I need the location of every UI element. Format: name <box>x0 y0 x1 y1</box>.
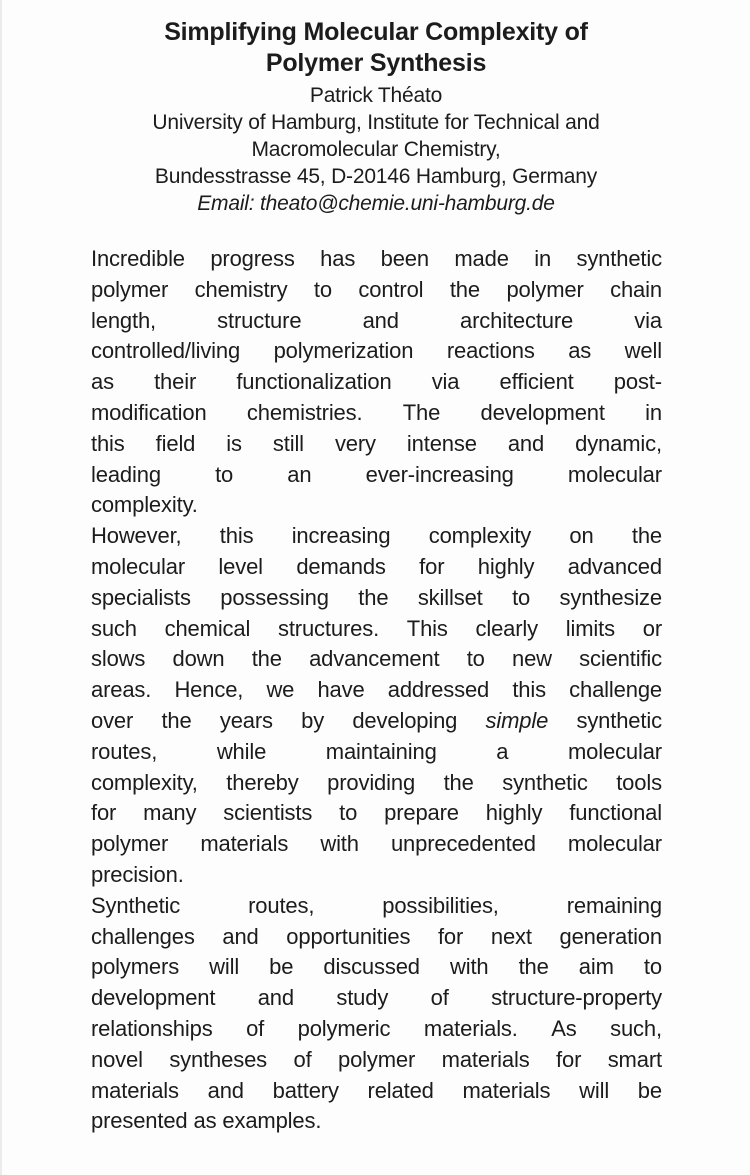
word: an <box>287 461 312 487</box>
word: for <box>556 1046 582 1072</box>
text-line <box>91 460 662 491</box>
word: the <box>449 276 480 302</box>
text-line <box>91 798 662 829</box>
word: as <box>193 1108 217 1134</box>
document-header <box>2 0 750 217</box>
word: reactions <box>446 338 535 364</box>
text-line <box>91 706 662 737</box>
word: synthetic <box>576 246 662 271</box>
word: molecular <box>567 738 662 764</box>
word: still <box>272 430 304 456</box>
text-line <box>91 829 662 860</box>
word: and <box>257 985 294 1011</box>
word: unprecedented <box>390 831 536 857</box>
text-line <box>91 891 662 922</box>
word: remaining <box>566 892 662 918</box>
text-line <box>91 275 662 306</box>
word: addressed <box>387 677 490 703</box>
text-line <box>91 336 662 367</box>
word: architecture <box>459 307 574 333</box>
word: aim <box>578 954 614 980</box>
word: structure-property <box>491 985 662 1011</box>
text-line <box>91 675 662 706</box>
word: been <box>380 246 429 271</box>
author-name: Patrick Théato <box>309 84 443 107</box>
word: of <box>293 1046 312 1072</box>
word: relationships <box>91 1015 213 1041</box>
word: polymers <box>91 954 180 980</box>
text-line <box>91 583 662 614</box>
word: by <box>301 707 325 733</box>
word: related <box>367 1077 434 1103</box>
abstract-paragraph-1 <box>91 244 662 521</box>
word: this <box>91 430 125 456</box>
word: complexity, <box>91 769 198 795</box>
word: controlled/living <box>91 338 241 364</box>
word: very <box>334 430 376 456</box>
word: as <box>91 369 114 395</box>
word: scientific <box>579 646 662 672</box>
word: polymerization <box>273 338 414 364</box>
word: chemistries. <box>246 399 363 425</box>
word: control <box>358 276 424 302</box>
text-line <box>91 644 662 675</box>
word: routes, <box>91 738 158 764</box>
word: field <box>155 430 196 456</box>
word: and <box>207 1077 244 1103</box>
word: down <box>172 646 225 672</box>
word: synthetic <box>502 769 588 795</box>
word: and <box>507 430 545 456</box>
word: polymer <box>91 831 169 857</box>
word: in <box>534 246 552 271</box>
word: this <box>219 523 254 549</box>
word: over <box>91 707 134 733</box>
word: leading <box>91 461 161 487</box>
abstract-body <box>2 244 750 1137</box>
word: smart <box>607 1046 662 1072</box>
word: advanced <box>567 553 662 579</box>
word: efficient <box>499 369 574 395</box>
word: have <box>317 677 365 703</box>
text-line <box>91 521 662 552</box>
word: prepare <box>384 800 459 826</box>
word: structures. <box>277 615 380 641</box>
word: This <box>406 615 448 641</box>
word: or <box>642 615 662 641</box>
word: materials <box>441 1046 530 1072</box>
word: polymeric <box>297 1015 391 1041</box>
word: simple <box>485 707 549 733</box>
word: be <box>637 1077 662 1103</box>
word: years <box>219 707 273 733</box>
text-line <box>91 952 662 983</box>
word: tools <box>616 769 662 795</box>
word: chemical <box>164 615 251 641</box>
word: next <box>490 923 532 949</box>
title-line-1: Simplifying Molecular Complexity of <box>164 18 588 46</box>
word: increasing <box>291 523 391 549</box>
word: as <box>568 338 592 364</box>
word: via <box>634 307 662 333</box>
word: chemistry <box>194 276 288 302</box>
text-line <box>91 429 662 460</box>
word: chain <box>610 276 662 302</box>
abstract-paragraph-2 <box>91 521 662 891</box>
word: many <box>143 800 197 826</box>
word: a <box>496 738 509 764</box>
word: molecular <box>567 831 662 857</box>
word: maintaining <box>325 738 437 764</box>
word: length, <box>91 307 157 333</box>
word: skillset <box>417 584 483 610</box>
word: functionalization <box>236 369 392 395</box>
word: the <box>358 584 389 610</box>
word: advancement <box>309 646 440 672</box>
word: while <box>216 738 267 764</box>
word: the <box>161 707 192 733</box>
word: syntheses <box>169 1046 268 1072</box>
affiliation-line-1: University of Hamburg, Institute for Technical and <box>152 111 600 134</box>
word: The <box>402 399 441 425</box>
word: slows <box>91 646 146 672</box>
page-title <box>2 17 750 79</box>
word: complexity <box>428 523 532 549</box>
word: well <box>624 338 662 364</box>
word: the <box>631 523 662 549</box>
word: to <box>313 276 332 302</box>
word: specialists <box>91 584 191 610</box>
word: highly <box>477 553 535 579</box>
text-line <box>91 768 662 799</box>
word: new <box>512 646 552 672</box>
word: examples. <box>222 1108 322 1134</box>
text-line <box>91 552 662 583</box>
word: is <box>226 430 242 456</box>
word: made <box>454 246 509 271</box>
title-line-2: Polymer Synthesis <box>265 49 487 77</box>
word: level <box>218 553 263 579</box>
word: has <box>320 246 356 271</box>
word: intense <box>406 430 477 456</box>
word: areas. <box>91 677 152 703</box>
word: As <box>551 1015 577 1041</box>
word: possessing <box>220 584 329 610</box>
word: to <box>512 584 531 610</box>
word: with <box>449 954 489 980</box>
word: such, <box>610 1015 662 1041</box>
word: study <box>336 985 389 1011</box>
word: polymer <box>506 276 584 302</box>
word: Synthetic <box>91 892 181 918</box>
word: opportunities <box>286 923 411 949</box>
word: development <box>480 399 605 425</box>
word: limits <box>565 615 615 641</box>
word: this <box>512 677 546 703</box>
text-line <box>91 398 662 429</box>
word: their <box>154 369 197 395</box>
word: post- <box>613 369 662 395</box>
word: the <box>251 646 282 672</box>
word: molecular <box>91 553 186 579</box>
word: materials. <box>423 1015 518 1041</box>
word: materials <box>200 831 289 857</box>
word: synthesize <box>559 584 662 610</box>
text-line <box>91 737 662 768</box>
word: challenge <box>569 677 662 703</box>
word: on <box>569 523 594 549</box>
word: polymer <box>91 276 169 302</box>
word: via <box>431 369 460 395</box>
affiliation-line-2: Macromolecular Chemistry, <box>251 138 501 161</box>
text-line <box>91 983 662 1014</box>
word: functional <box>569 800 662 826</box>
word: routes, <box>248 892 315 918</box>
text-line <box>91 1014 662 1045</box>
word: highly <box>485 800 543 826</box>
word: such <box>91 615 137 641</box>
word: materials <box>462 1077 551 1103</box>
word: will <box>209 954 240 980</box>
word: progress <box>210 246 295 271</box>
word: generation <box>559 923 662 949</box>
word: the <box>518 954 549 980</box>
word: thereby <box>226 769 299 795</box>
word: in <box>645 399 662 425</box>
word: synthetic <box>576 707 662 733</box>
word: discussed <box>323 954 420 980</box>
text-line <box>91 490 662 521</box>
text-line <box>91 367 662 398</box>
word: structure <box>217 307 302 333</box>
abstract-paragraph-3 <box>91 891 662 1137</box>
word: precision. <box>91 861 184 887</box>
word: be <box>269 954 294 980</box>
text-line <box>91 1076 662 1107</box>
word: possibilities, <box>382 892 499 918</box>
address-line: Bundesstrasse 45, D-20146 Hamburg, Germany <box>154 165 598 188</box>
text-line <box>91 1106 662 1137</box>
word: presented <box>91 1108 188 1134</box>
word: Incredible <box>91 246 185 271</box>
word: However, <box>91 523 182 549</box>
text-line <box>91 614 662 645</box>
word: scientists <box>223 800 313 826</box>
text-line <box>91 1045 662 1076</box>
word: molecular <box>567 461 662 487</box>
word: with <box>320 831 359 857</box>
word: will <box>579 1077 610 1103</box>
word: novel <box>91 1046 143 1072</box>
word: of <box>246 1015 265 1041</box>
word: complexity. <box>91 492 198 518</box>
word: modification <box>91 399 207 425</box>
word: to <box>643 954 662 980</box>
word: to <box>215 461 234 487</box>
word: materials <box>91 1077 179 1103</box>
word: for <box>91 800 117 826</box>
word: of <box>430 985 449 1011</box>
word: Hence, <box>174 677 244 703</box>
word: and <box>222 923 259 949</box>
word: polymer <box>338 1046 416 1072</box>
word: providing <box>327 769 416 795</box>
text-line <box>91 306 662 337</box>
word: clearly <box>475 615 539 641</box>
word: for <box>419 553 445 579</box>
word: we <box>266 677 295 703</box>
word: and <box>362 307 399 333</box>
word: the <box>443 769 474 795</box>
word: for <box>437 923 464 949</box>
word: ever-increasing <box>365 461 514 487</box>
text-line <box>91 922 662 953</box>
word: demands <box>296 553 386 579</box>
word: challenges <box>91 923 195 949</box>
word: development <box>91 985 216 1011</box>
word: dynamic, <box>575 430 662 456</box>
word: to <box>466 646 485 672</box>
word: battery <box>272 1077 339 1103</box>
word: to <box>339 800 358 826</box>
email-line: Email: theato@chemie.uni-hamburg.de <box>197 192 555 215</box>
text-line <box>91 244 662 275</box>
text-line <box>91 860 662 891</box>
word: developing <box>352 707 458 733</box>
